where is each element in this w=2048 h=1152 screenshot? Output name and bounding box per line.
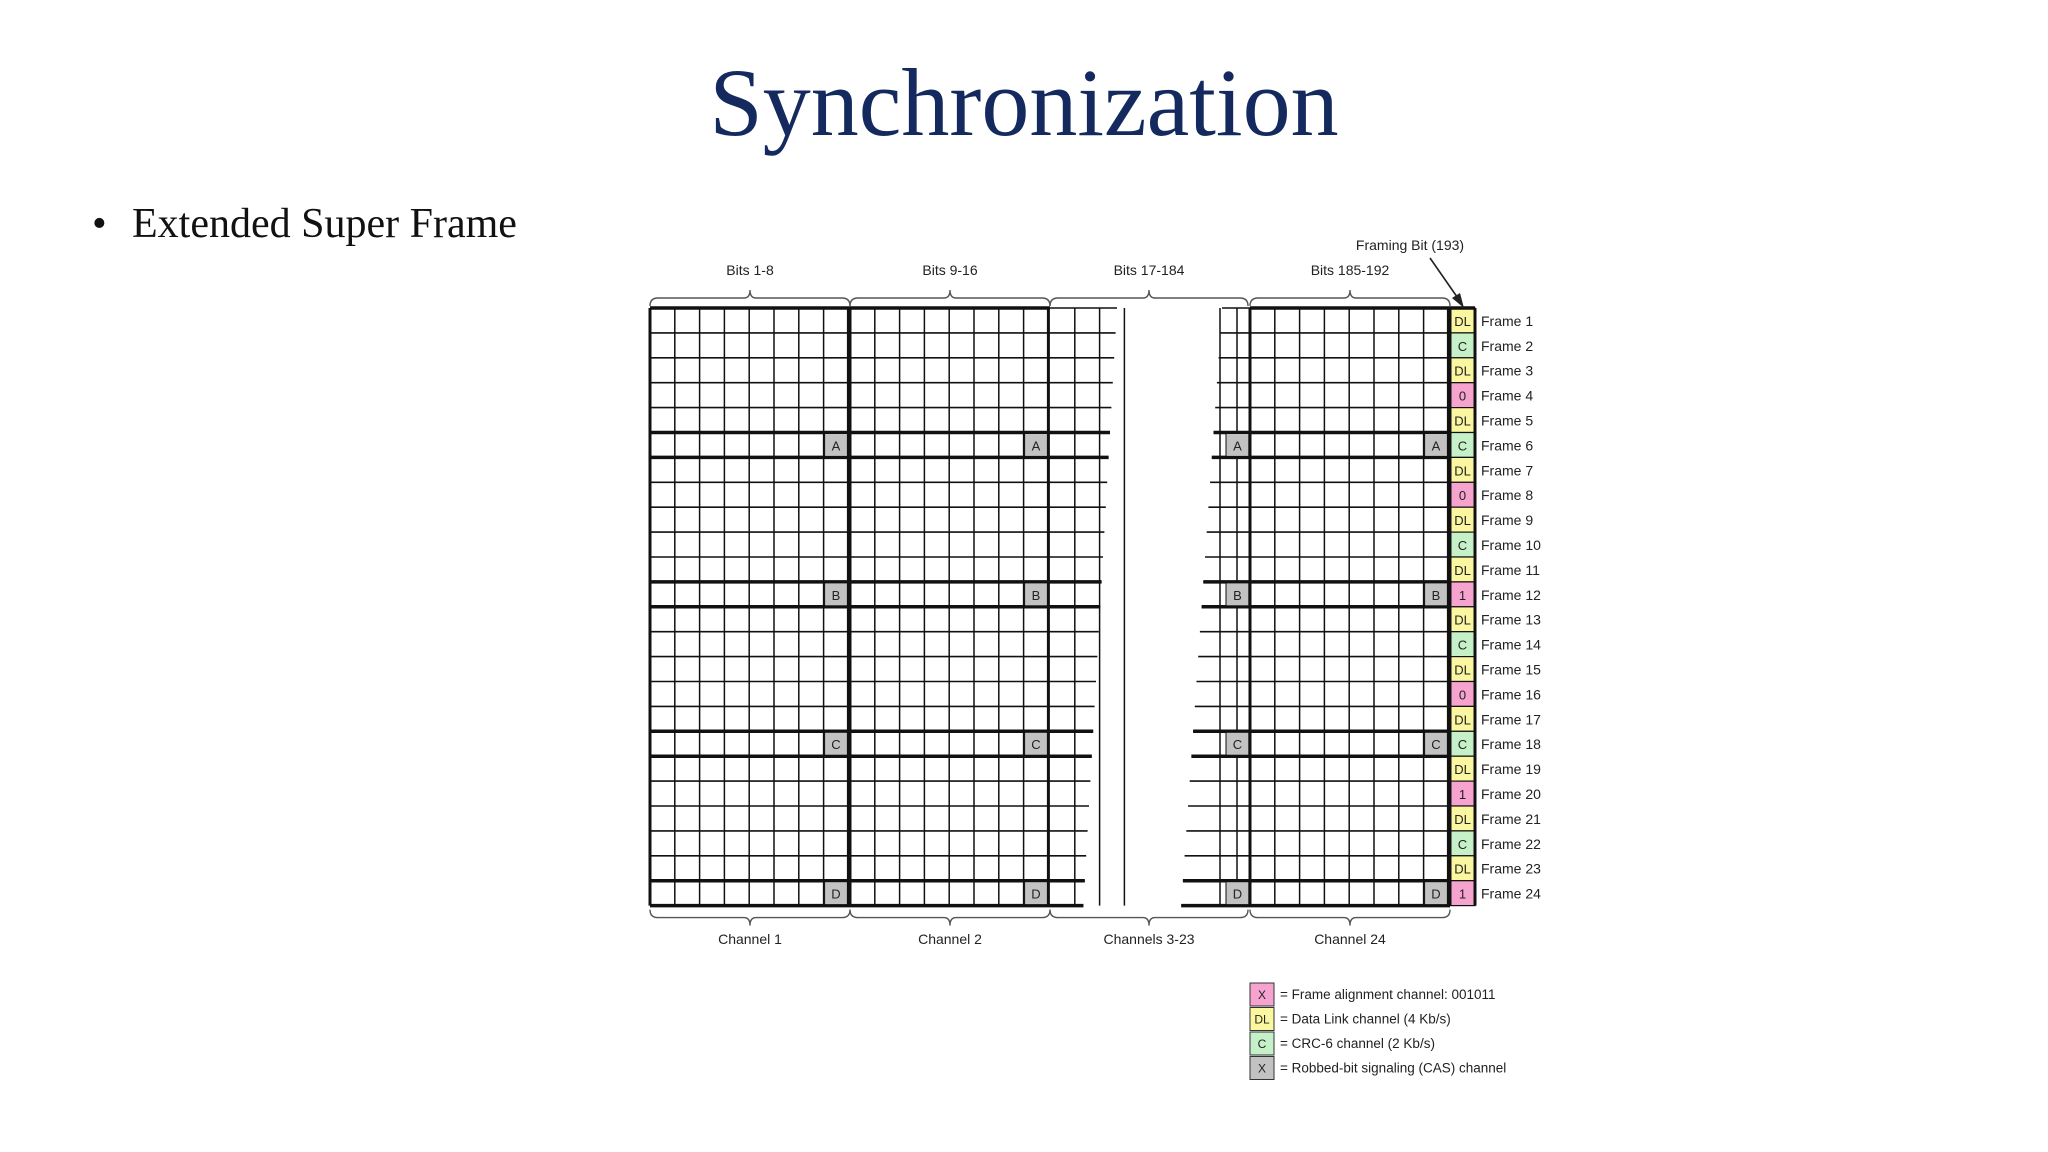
legend-text: = Data Link channel (4 Kb/s) bbox=[1280, 1011, 1451, 1027]
framing-bit-value: C bbox=[1457, 338, 1468, 354]
framing-bit-value: DL bbox=[1454, 363, 1471, 379]
framing-bit-value: DL bbox=[1454, 861, 1471, 877]
frame-label: Frame 17 bbox=[1481, 711, 1541, 728]
signaling-bit-label: D bbox=[1232, 886, 1243, 902]
frame-label: Frame 13 bbox=[1481, 611, 1541, 628]
bottom-brace bbox=[650, 910, 850, 926]
legend-symbol: X bbox=[1257, 1061, 1267, 1076]
frame-label: Frame 10 bbox=[1481, 537, 1541, 554]
top-brace bbox=[1050, 290, 1248, 306]
signaling-bit-label: C bbox=[831, 737, 841, 753]
signaling-bit-label: A bbox=[831, 438, 841, 454]
framing-bit-value: 1 bbox=[1458, 886, 1467, 902]
legend-text: = CRC-6 channel (2 Kb/s) bbox=[1280, 1036, 1435, 1051]
frame-label: Frame 21 bbox=[1481, 810, 1541, 827]
signaling-bit-label: C bbox=[1232, 737, 1243, 753]
bottom-brace bbox=[1250, 910, 1450, 926]
signaling-bit-label: D bbox=[1031, 886, 1041, 902]
signaling-bit-label: D bbox=[1431, 886, 1441, 902]
frame-label: Frame 1 bbox=[1481, 312, 1534, 329]
framing-bit-value: C bbox=[1457, 737, 1468, 753]
frame-label: Frame 18 bbox=[1481, 736, 1541, 753]
framing-bit-value: C bbox=[1457, 637, 1468, 653]
bits-label: Bits 1-8 bbox=[726, 262, 774, 278]
frame-label: Frame 9 bbox=[1481, 512, 1534, 529]
legend-text: = Frame alignment channel: 001011 bbox=[1280, 987, 1496, 1002]
signaling-bit-label: C bbox=[1031, 737, 1041, 753]
frame-label: Frame 2 bbox=[1481, 337, 1534, 354]
framing-bit-value: DL bbox=[1454, 762, 1471, 778]
bits-label: Bits 185-192 bbox=[1310, 262, 1390, 278]
framing-bit-value: DL bbox=[1454, 562, 1471, 578]
framing-bit-value: C bbox=[1457, 836, 1468, 852]
frame-label: Frame 4 bbox=[1481, 387, 1534, 404]
frame-label: Frame 19 bbox=[1481, 761, 1541, 778]
slide-title: Synchronization bbox=[709, 49, 1339, 156]
top-brace bbox=[650, 290, 850, 306]
signaling-bit-label: A bbox=[1233, 438, 1242, 454]
signaling-bit-label: B bbox=[1233, 587, 1242, 603]
frame-label: Frame 8 bbox=[1481, 487, 1534, 504]
framing-bit-value: DL bbox=[1454, 612, 1471, 628]
frame-label: Frame 5 bbox=[1481, 412, 1534, 429]
frame-label: Frame 23 bbox=[1481, 860, 1541, 877]
bits-label: Bits 17-184 bbox=[1113, 262, 1185, 278]
bits-label: Bits 9-16 bbox=[922, 262, 978, 278]
channel-label: Channel 2 bbox=[918, 931, 982, 947]
top-brace bbox=[850, 290, 1050, 306]
framing-bit-value: 1 bbox=[1458, 787, 1467, 803]
legend-symbol: C bbox=[1257, 1037, 1267, 1051]
bullet-dot: • bbox=[92, 201, 107, 247]
framing-bit-value: DL bbox=[1454, 513, 1471, 529]
signaling-bit-label: B bbox=[831, 587, 841, 603]
frame-label: Frame 16 bbox=[1481, 686, 1541, 703]
signaling-bit-label: D bbox=[831, 886, 841, 902]
channel-label: Channels 3-23 bbox=[1103, 931, 1195, 947]
signaling-bit-label: A bbox=[1031, 438, 1041, 454]
frame-label: Frame 7 bbox=[1481, 462, 1534, 479]
frame-grid bbox=[650, 308, 1475, 906]
top-brace bbox=[1250, 290, 1450, 306]
framing-bit-value: DL bbox=[1454, 463, 1471, 479]
channel-label: Channel 24 bbox=[1314, 931, 1386, 947]
frame-label: Frame 12 bbox=[1481, 586, 1541, 603]
legend bbox=[1250, 983, 1506, 1080]
framing-bit-value: 1 bbox=[1458, 587, 1467, 603]
framing-bit-value: 0 bbox=[1458, 388, 1467, 404]
framing-bit-value: DL bbox=[1454, 662, 1471, 678]
legend-symbol: X bbox=[1257, 988, 1267, 1002]
framing-bit-value: DL bbox=[1454, 313, 1471, 329]
frame-label: Frame 11 bbox=[1481, 561, 1540, 578]
frame-label: Frame 15 bbox=[1481, 661, 1541, 678]
legend-symbol: DL bbox=[1254, 1012, 1270, 1027]
framing-bit-value: 0 bbox=[1458, 687, 1467, 703]
framing-bit-value: DL bbox=[1454, 811, 1471, 827]
channel-label: Channel 1 bbox=[718, 931, 782, 947]
bottom-brace bbox=[1050, 910, 1248, 926]
frame-label: Frame 6 bbox=[1481, 437, 1534, 454]
framing-bit-value: C bbox=[1457, 438, 1468, 454]
bottom-brace bbox=[850, 910, 1050, 926]
frame-label: Frame 20 bbox=[1481, 786, 1541, 803]
bullet-text: Extended Super Frame bbox=[132, 201, 517, 247]
frame-label: Frame 22 bbox=[1481, 835, 1541, 852]
framing-bit-callout: Framing Bit (193) bbox=[1355, 237, 1465, 253]
signaling-bit-label: B bbox=[1431, 587, 1441, 603]
frame-label: Frame 3 bbox=[1481, 362, 1534, 379]
legend-text: = Robbed-bit signaling (CAS) channel bbox=[1280, 1060, 1507, 1076]
framing-bit-value: DL bbox=[1454, 413, 1471, 429]
diagram-labels bbox=[650, 237, 1541, 947]
signaling-bit-label: C bbox=[1431, 737, 1441, 753]
framing-bit-value: C bbox=[1457, 538, 1468, 554]
frame-label: Frame 24 bbox=[1481, 885, 1541, 902]
frame-label: Frame 14 bbox=[1481, 636, 1541, 653]
framing-bit-value: DL bbox=[1454, 712, 1471, 728]
framing-bit-value: 0 bbox=[1458, 488, 1467, 504]
signaling-bit-label: B bbox=[1031, 587, 1041, 603]
signaling-bit-label: A bbox=[1431, 438, 1441, 454]
callout-arrow-head bbox=[1452, 293, 1464, 308]
